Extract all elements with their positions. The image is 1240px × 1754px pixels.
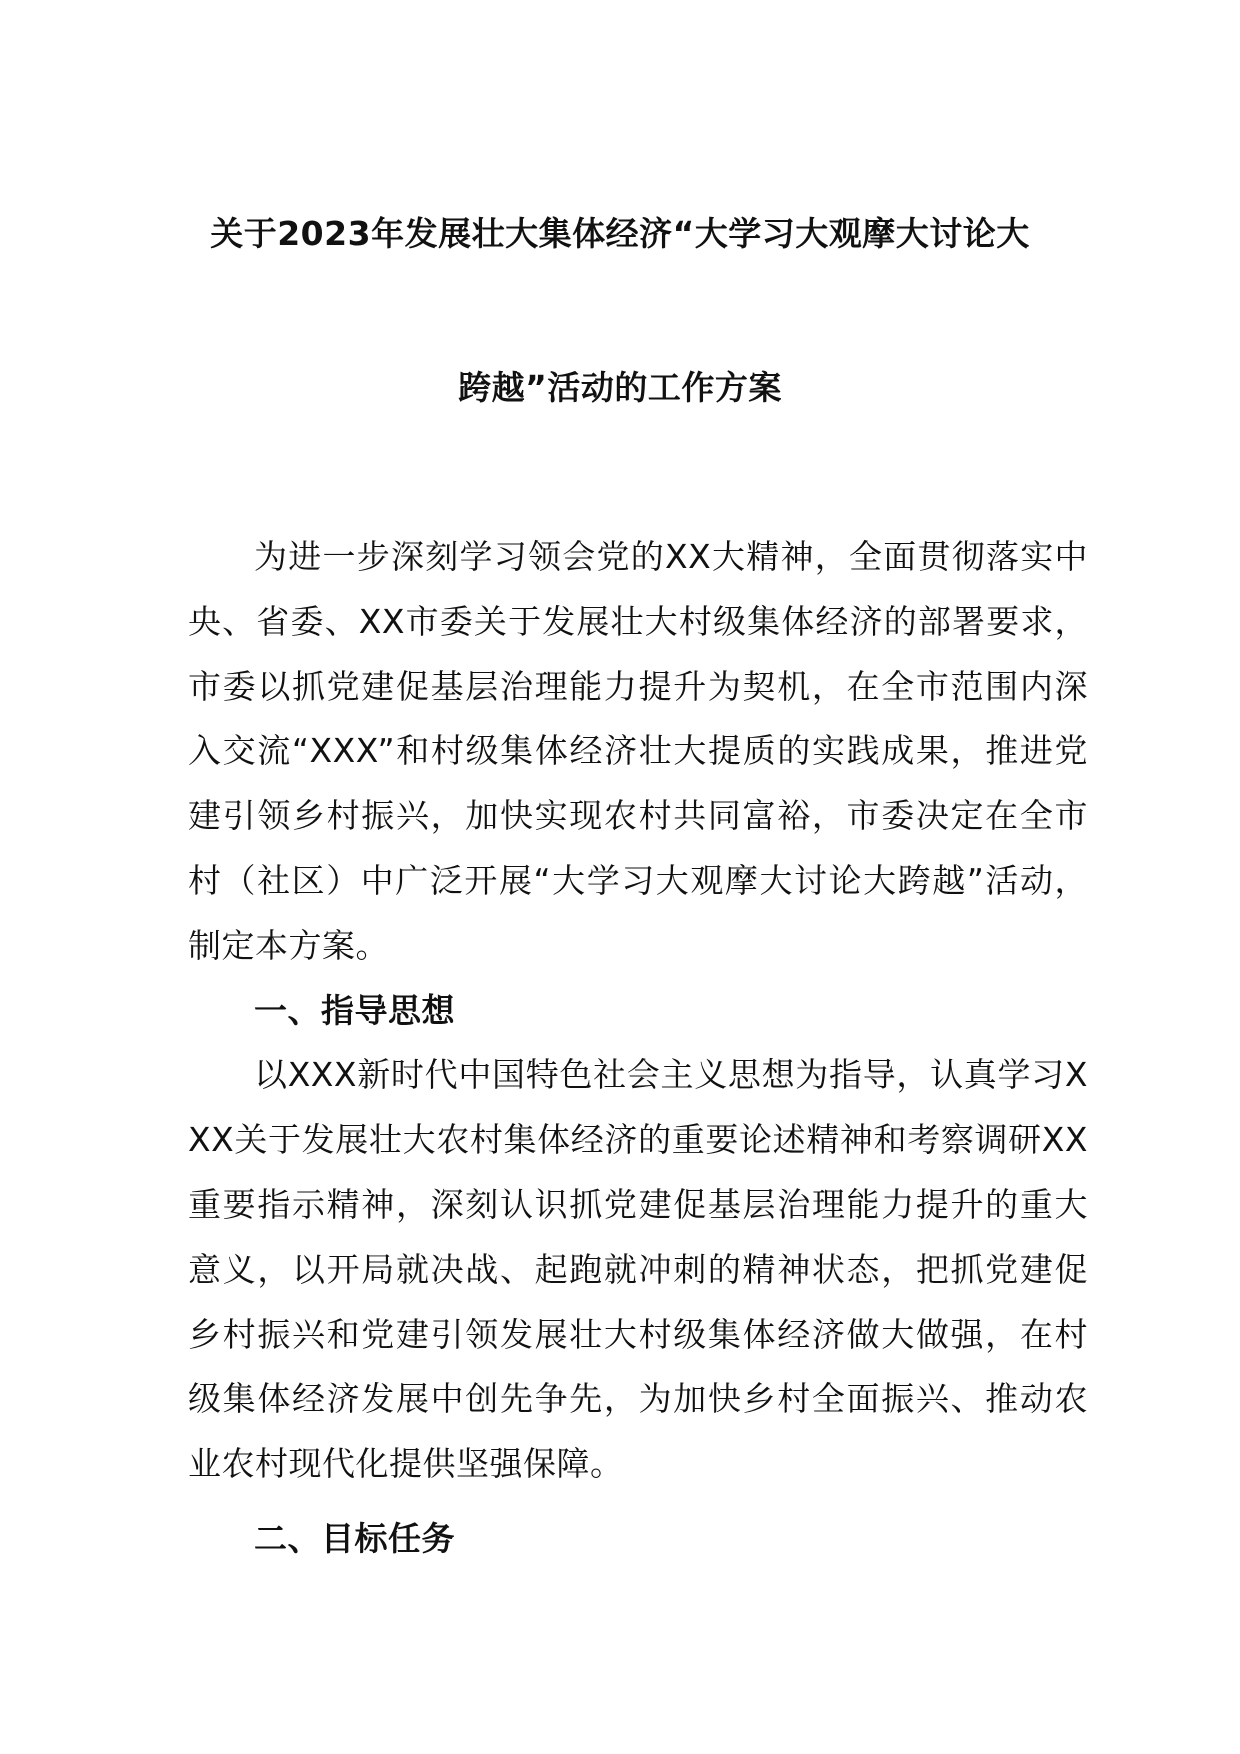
intro-paragraph: 为进一步深刻学习领会党的XX大精神，全面贯彻落实中央、省委、XX市委关于发展壮大村级集体经济的部署要求，市委以抓党建促基层治理能力提升为契机，在全市范围内深入交流“XXX”和村级集体经济壮大提质的实践成果，推进党建引领乡村振兴，加快实现农村共同富裕，市委决定在全市村（社区）中广泛开展“大学习大观摩大讨论大跨越”活动，制定本方案。 [188,537,1088,965]
document-title-line-2: 跨越”活动的工作方案 [458,368,782,407]
section-heading-goals-tasks: 二、目标任务 [254,1518,455,1558]
section-heading-guiding-ideology: 一、指导思想 [254,990,455,1030]
document-body [188,525,1088,1572]
guiding-ideology-paragraph: 以XXX新时代中国特色社会主义思想为指导，认真学习XXX关于发展壮大农村集体经济的重要论述精神和考察调研XX重要指示精神，深刻认识抓党建促基层治理能力提升的重大意义，以开局就决战、起跑就冲刺的精神状态，把抓党建促乡村振兴和党建引领发展壮大村级集体经济做大做强，在村级集体经济发展中创先争先，为加快乡村全面振兴、推动农业农村现代化提供坚强保障。 [188,1055,1088,1484]
document-title-line-1: 关于2023年发展壮大集体经济“大学习大观摩大讨论大 [210,214,1030,253]
